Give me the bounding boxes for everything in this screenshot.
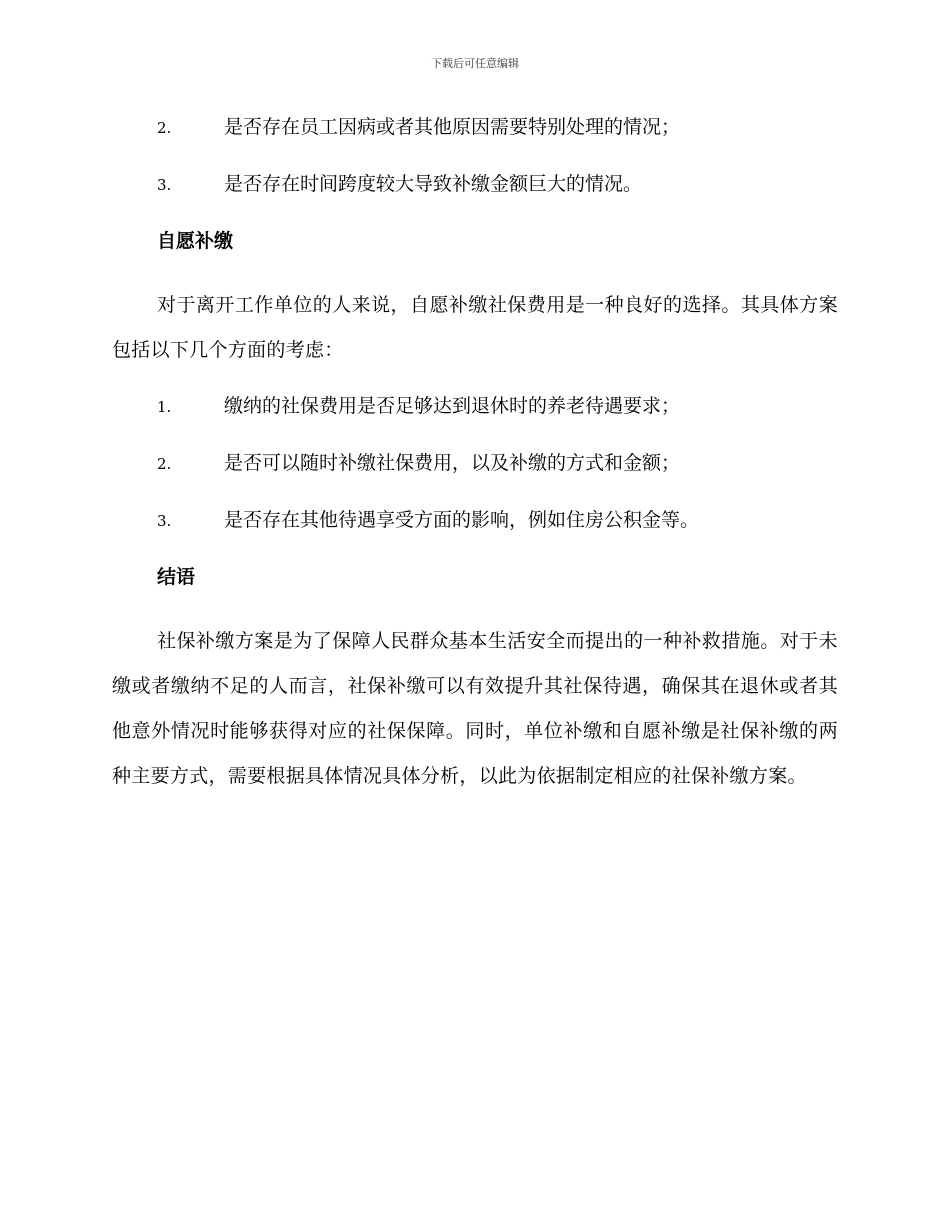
list-text: 是否存在员工因病或者其他原因需要特别处理的情况；: [224, 116, 681, 138]
list-text: 是否可以随时补缴社保费用，以及补缴的方式和金额；: [224, 452, 681, 474]
list-item: [112, 169, 838, 199]
list-item: [112, 112, 838, 142]
header-note: 下载后可任意编辑: [431, 57, 519, 70]
list-item: [112, 505, 838, 535]
paragraph-conclusion: 社保补缴方案是为了保障人民群众基本生活安全而提出的一种补救措施。对于未缴或者缴纳不足的人而言，社保补缴可以有效提升其社保待遇，确保其在退休或者其他意外情况时能够获得对应的社保保障。同时，单位补缴和自愿补缴是社保补缴的两种主要方式，需要根据具体情况具体分析，以此为依据制定相应的社保补缴方案。: [112, 630, 838, 787]
list-number: 1.: [157, 398, 172, 416]
document-body: [112, 112, 838, 811]
list-number: 3.: [157, 512, 172, 530]
list-number: 3.: [157, 176, 172, 194]
paragraph-voluntary: 对于离开工作单位的人来说，自愿补缴社保费用是一种良好的选择。其具体方案包括以下几个方面的考虑：: [112, 294, 838, 361]
list-text: 是否存在其他待遇享受方面的影响，例如住房公积金等。: [224, 509, 700, 531]
list-text: 是否存在时间跨度较大导致补缴金额巨大的情况。: [224, 173, 643, 195]
list-text: 缴纳的社保费用是否足够达到退休时的养老待遇要求；: [224, 395, 681, 417]
list-item: [112, 391, 838, 421]
list-number: 2.: [157, 119, 172, 137]
section-heading-conclusion: 结语: [157, 566, 196, 588]
section-heading-voluntary: 自愿补缴: [157, 230, 234, 252]
list-number: 2.: [157, 455, 172, 473]
list-item: [112, 448, 838, 478]
